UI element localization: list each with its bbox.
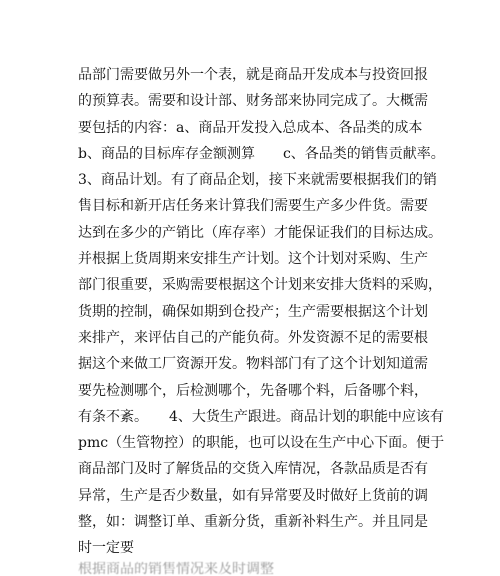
- text-line: 来排产，来评估自己的产能负荷。外发资源不足的需要根: [78, 329, 428, 346]
- text-line: 要包括的内容：a、商品开发投入总成本、各品类的成本: [78, 119, 423, 136]
- text-line: 货期的控制，确保如期到仓投产；生产需要根据这个计划: [78, 303, 428, 320]
- document-body: [78, 62, 445, 576]
- text-line: 要先检测哪个，后检测哪个，先备哪个料，后备哪个料，: [78, 382, 428, 399]
- cut-off-text-line: 根据商品的销售情况来及时调整: [78, 561, 274, 576]
- text-line: 的预算表。需要和设计部、财务部来协同完成了。大概需: [78, 93, 428, 110]
- text-line: 异常，生产是否少数量，如有异常要及时做好上货前的调: [78, 487, 428, 504]
- text-line: 商品部门及时了解货品的交货入库情况，各款品质是否有: [78, 461, 428, 478]
- text-line: b、商品的目标库存金额测算 c、各品类的销售贡献率。: [78, 145, 445, 162]
- text-line: 3、商品计划。有了商品企划，接下来就需要根据我们的销: [78, 172, 437, 189]
- text-line: 售目标和新开店任务来计算我们需要生产多少件货。需要: [78, 198, 428, 215]
- text-line: 时一定要: [78, 540, 134, 557]
- text-line: 品部门需要做另外一个表，就是商品开发成本与投资回报: [78, 67, 428, 83]
- text-line: 部门很重要，采购需要根据这个计划来安排大货料的采购，: [78, 277, 442, 294]
- text-line: 并根据上货周期来安排生产计划。这个计划对采购、生产: [78, 251, 428, 268]
- text-line: 整，如：调整订单、重新分货，重新补料生产。并且同是: [78, 514, 428, 531]
- text-line: 有条不紊。 4、大货生产跟进。商品计划的职能中应该有: [78, 408, 444, 425]
- text-line: 据这个来做工厂资源开发。物料部门有了这个计划知道需: [78, 356, 428, 373]
- text-line: 达到在多少的产销比（库存率）才能保证我们的目标达成。: [78, 224, 442, 241]
- text-line: pmc（生管物控）的职能，也可以设在生产中心下面。便于: [78, 435, 445, 452]
